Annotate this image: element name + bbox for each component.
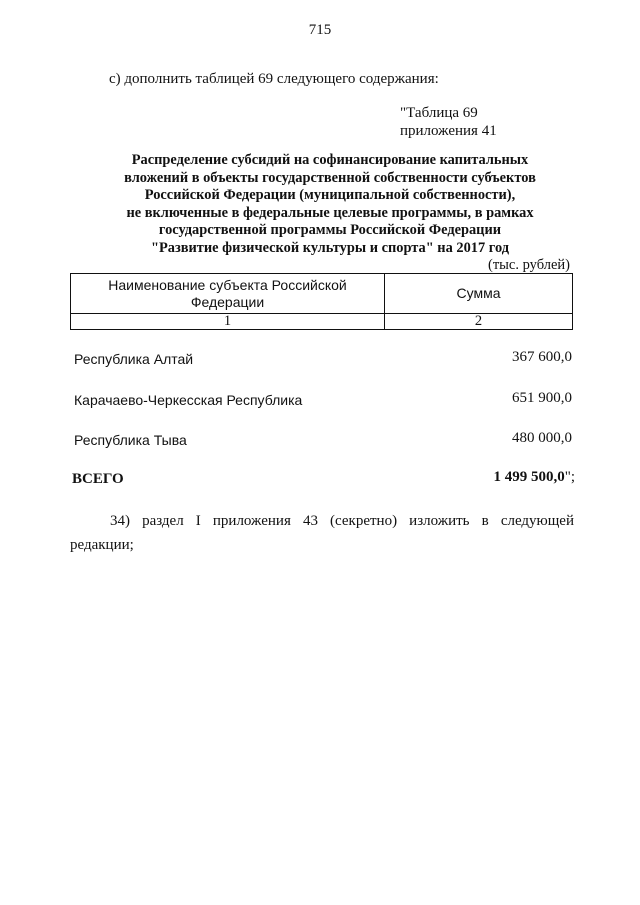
- total-label: ВСЕГО: [72, 471, 124, 487]
- intro-line: с) дополнить таблицей 69 следующего содержания:: [109, 71, 439, 87]
- column-number-1: 1: [71, 314, 385, 330]
- table-row-name: Карачаево-Черкесская Республика: [74, 392, 303, 408]
- table-row-amount: 480 000,0: [512, 430, 572, 446]
- table-header-row: [71, 274, 573, 314]
- table-row-amount: 367 600,0: [512, 349, 572, 365]
- body-paragraph: 34) раздел I приложения 43 (секретно) изложить в следующей редакции;: [70, 513, 574, 553]
- table-row-amount: 651 900,0: [512, 390, 572, 406]
- table-caption: [400, 104, 497, 140]
- caption-line-2: приложения 41: [400, 123, 497, 139]
- heading-line: не включенные в федеральные целевые программы, в рамках: [126, 204, 534, 221]
- heading-line: "Развитие физической культуры и спорта" на 2017 год: [150, 239, 509, 256]
- table-header: [70, 273, 573, 330]
- total-amount-suffix: ";: [564, 469, 575, 485]
- heading-line: государственной программы Российской Федерации: [158, 222, 502, 239]
- total-amount-value: 1 499 500,0: [493, 469, 565, 485]
- caption-line-1: "Таблица 69: [400, 105, 478, 121]
- page-number: 715: [308, 22, 332, 38]
- table-number-row: [71, 314, 573, 330]
- document-heading: [60, 152, 600, 258]
- column-header-region: Наименование субъекта Российской Федерации: [71, 274, 385, 314]
- column-number-2: 2: [385, 314, 573, 330]
- table-row-name: Республика Тыва: [74, 432, 187, 448]
- column-header-amount: Сумма: [385, 274, 573, 314]
- heading-line: вложений в объекты государственной собственности субъектов: [124, 169, 536, 186]
- table-row-name: Республика Алтай: [74, 351, 194, 367]
- total-amount: [493, 469, 575, 486]
- heading-line: Распределение субсидий на софинансирование капитальных: [131, 152, 529, 168]
- units-label: (тыс. рублей): [488, 257, 570, 273]
- heading-line: Российской Федерации (муниципальной собственности),: [144, 187, 516, 204]
